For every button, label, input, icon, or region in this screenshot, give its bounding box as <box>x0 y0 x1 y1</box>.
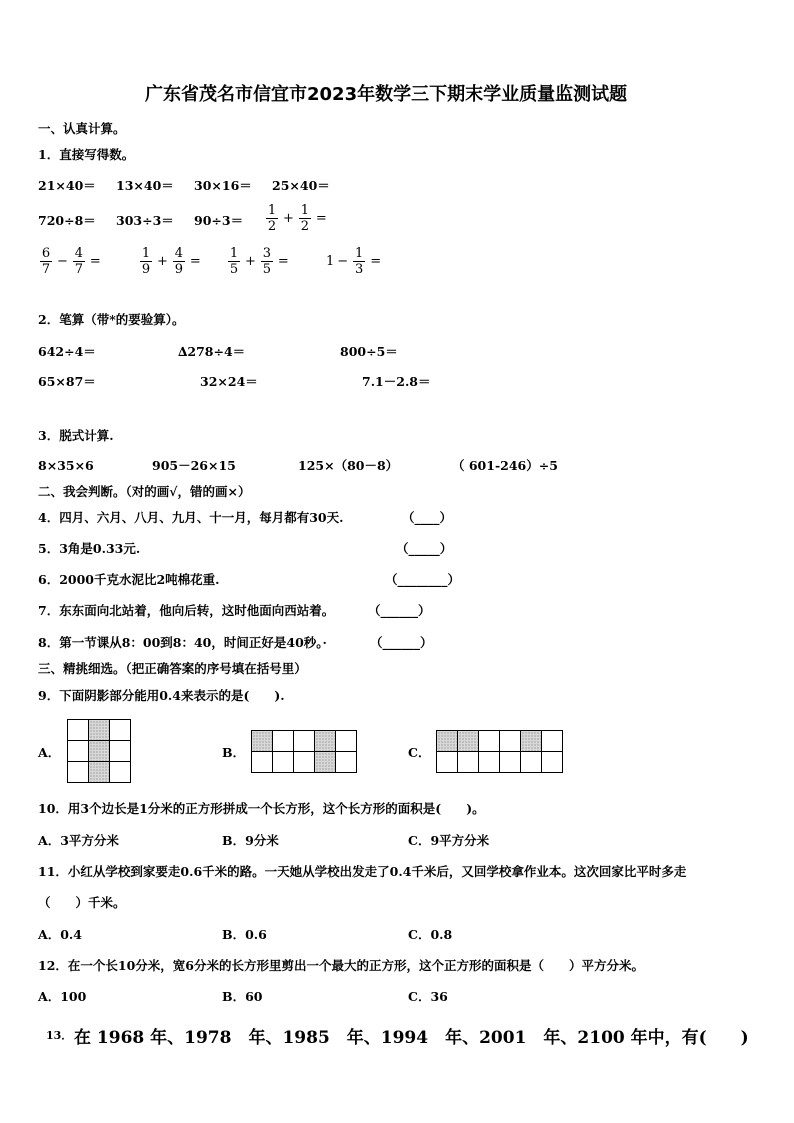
grid-cell <box>110 741 131 762</box>
option-a-grid <box>67 719 131 783</box>
answer-blank[interactable]: （______） <box>368 603 431 618</box>
option-c[interactable]: C．0.8 <box>408 927 453 942</box>
option-a[interactable]: A．0.4 <box>38 927 82 942</box>
grid-cell <box>336 752 357 773</box>
grid-cell <box>437 752 458 773</box>
calc-item: 21×40＝ <box>38 178 96 193</box>
grid-cell <box>521 752 542 773</box>
grid-cell <box>68 720 89 741</box>
grid-cell <box>68 741 89 762</box>
calc-item: 65×87＝ <box>38 374 96 389</box>
grid-cell <box>458 752 479 773</box>
grid-cell <box>294 731 315 752</box>
shaded-cell <box>315 752 336 773</box>
answer-blank[interactable]: （________） <box>385 572 461 587</box>
calc-item: 32×24＝ <box>200 374 258 389</box>
fraction-expression: 1 9 + 4 9 = <box>141 246 201 277</box>
grid-cell <box>110 720 131 741</box>
calc-item: 720÷8＝ <box>38 213 96 228</box>
grid-cell <box>294 752 315 773</box>
question-7: 7．东东面向北站着，他向后转，这时他面向西站着。 <box>38 603 335 618</box>
option-b[interactable]: B．0.6 <box>222 927 267 942</box>
grid-cell <box>273 731 294 752</box>
question-11-continued: （ ）千米。 <box>38 895 126 910</box>
calc-item: 905－26×15 <box>152 458 236 473</box>
grid-cell <box>479 731 500 752</box>
fraction-expression: 6 7 − 4 7 = <box>41 246 101 277</box>
calc-item: 30×16＝ <box>194 178 252 193</box>
answer-blank[interactable]: （______） <box>370 635 433 650</box>
question-6: 6．2000千克水泥比2吨棉花重. <box>38 572 220 587</box>
answer-blank[interactable]: （_____） <box>396 541 453 556</box>
question-13: 在 1968 年、1978 年、1985 年、1994 年、2001 年、2100 年中，有( ) <box>74 1028 749 1048</box>
question-4: 4．四月、六月、八月、九月、十一月，每月都有30天. <box>38 510 344 525</box>
question-13-number: 13． <box>46 1029 73 1042</box>
shaded-cell <box>437 731 458 752</box>
option-a[interactable]: A．3平方分米 <box>38 833 119 848</box>
answer-blank[interactable]: （____） <box>402 510 453 525</box>
calc-item: 125×（80－8） <box>298 458 399 473</box>
question-5: 5．3角是0.33元. <box>38 541 141 556</box>
calc-item: 90÷3＝ <box>194 213 244 228</box>
calc-item: 642÷4＝ <box>38 344 96 359</box>
fraction-expression: 1 2 + 1 2 = <box>267 203 327 234</box>
section-heading-2: 二、我会判断。（对的画√，错的画×） <box>38 484 251 499</box>
fraction-expression: 1 − 1 3 = <box>326 246 382 277</box>
question-12: 12．在一个长10分米，宽6分米的长方形里剪出一个最大的正方形，这个正方形的面积是（ ）平方分米。 <box>38 958 644 973</box>
calc-item: ∆278÷4＝ <box>178 344 246 359</box>
shaded-cell <box>89 762 110 783</box>
shaded-cell <box>458 731 479 752</box>
shaded-cell <box>521 731 542 752</box>
question-10: 10．用3个边长是1分米的正方形拼成一个长方形，这个长方形的面积是( )。 <box>38 801 485 816</box>
option-b[interactable]: B．9分米 <box>222 833 279 848</box>
calc-item: （ 601-246）÷5 <box>452 458 558 473</box>
calc-item: 7.1－2.8＝ <box>362 374 431 389</box>
grid-cell <box>68 762 89 783</box>
option-c-grid <box>436 730 563 773</box>
question-8: 8．第一节课从8：00到8：40，时间正好是40秒。· <box>38 635 327 650</box>
shaded-cell <box>315 731 336 752</box>
shaded-cell <box>89 741 110 762</box>
question-2-title: 2．笔算（带*的要验算）。 <box>38 312 185 327</box>
page-title: 广东省茂名市信宜市2023年数学三下期末学业质量监测试题 <box>145 84 628 105</box>
calc-item: 25×40＝ <box>272 178 330 193</box>
option-b-label[interactable]: B． <box>222 745 246 760</box>
grid-cell <box>542 731 563 752</box>
option-c[interactable]: C．36 <box>408 989 448 1004</box>
option-b[interactable]: B．60 <box>222 989 263 1004</box>
grid-cell <box>479 752 500 773</box>
option-c[interactable]: C．9平方分米 <box>408 833 490 848</box>
grid-cell <box>500 752 521 773</box>
fraction-expression: 1 5 + 3 5 = <box>229 246 289 277</box>
calc-item: 800÷5＝ <box>340 344 398 359</box>
section-heading-3: 三、精挑细选。（把正确答案的序号填在括号里） <box>38 661 307 676</box>
grid-cell <box>273 752 294 773</box>
option-c-label[interactable]: C． <box>408 745 431 760</box>
section-heading-1: 一、认真计算。 <box>38 121 126 136</box>
grid-cell <box>336 731 357 752</box>
grid-cell <box>542 752 563 773</box>
question-1-title: 1．直接写得数。 <box>38 147 135 162</box>
grid-cell <box>252 752 273 773</box>
shaded-cell <box>252 731 273 752</box>
calc-item: 13×40＝ <box>116 178 174 193</box>
calc-item: 303÷3＝ <box>116 213 174 228</box>
option-b-grid <box>251 730 357 773</box>
calc-item: 8×35×6 <box>38 458 94 473</box>
option-a[interactable]: A．100 <box>38 989 87 1004</box>
question-3-title: 3．脱式计算. <box>38 428 114 443</box>
grid-cell <box>500 731 521 752</box>
option-a-label[interactable]: A． <box>38 745 61 760</box>
question-9: 9．下面阴影部分能用0.4来表示的是( ). <box>38 688 285 703</box>
grid-cell <box>110 762 131 783</box>
question-11: 11．小红从学校到家要走0.6千米的路。一天她从学校出发走了0.4千米后，又回学校拿作业本。这次回家比平时多走 <box>38 864 687 879</box>
shaded-cell <box>89 720 110 741</box>
